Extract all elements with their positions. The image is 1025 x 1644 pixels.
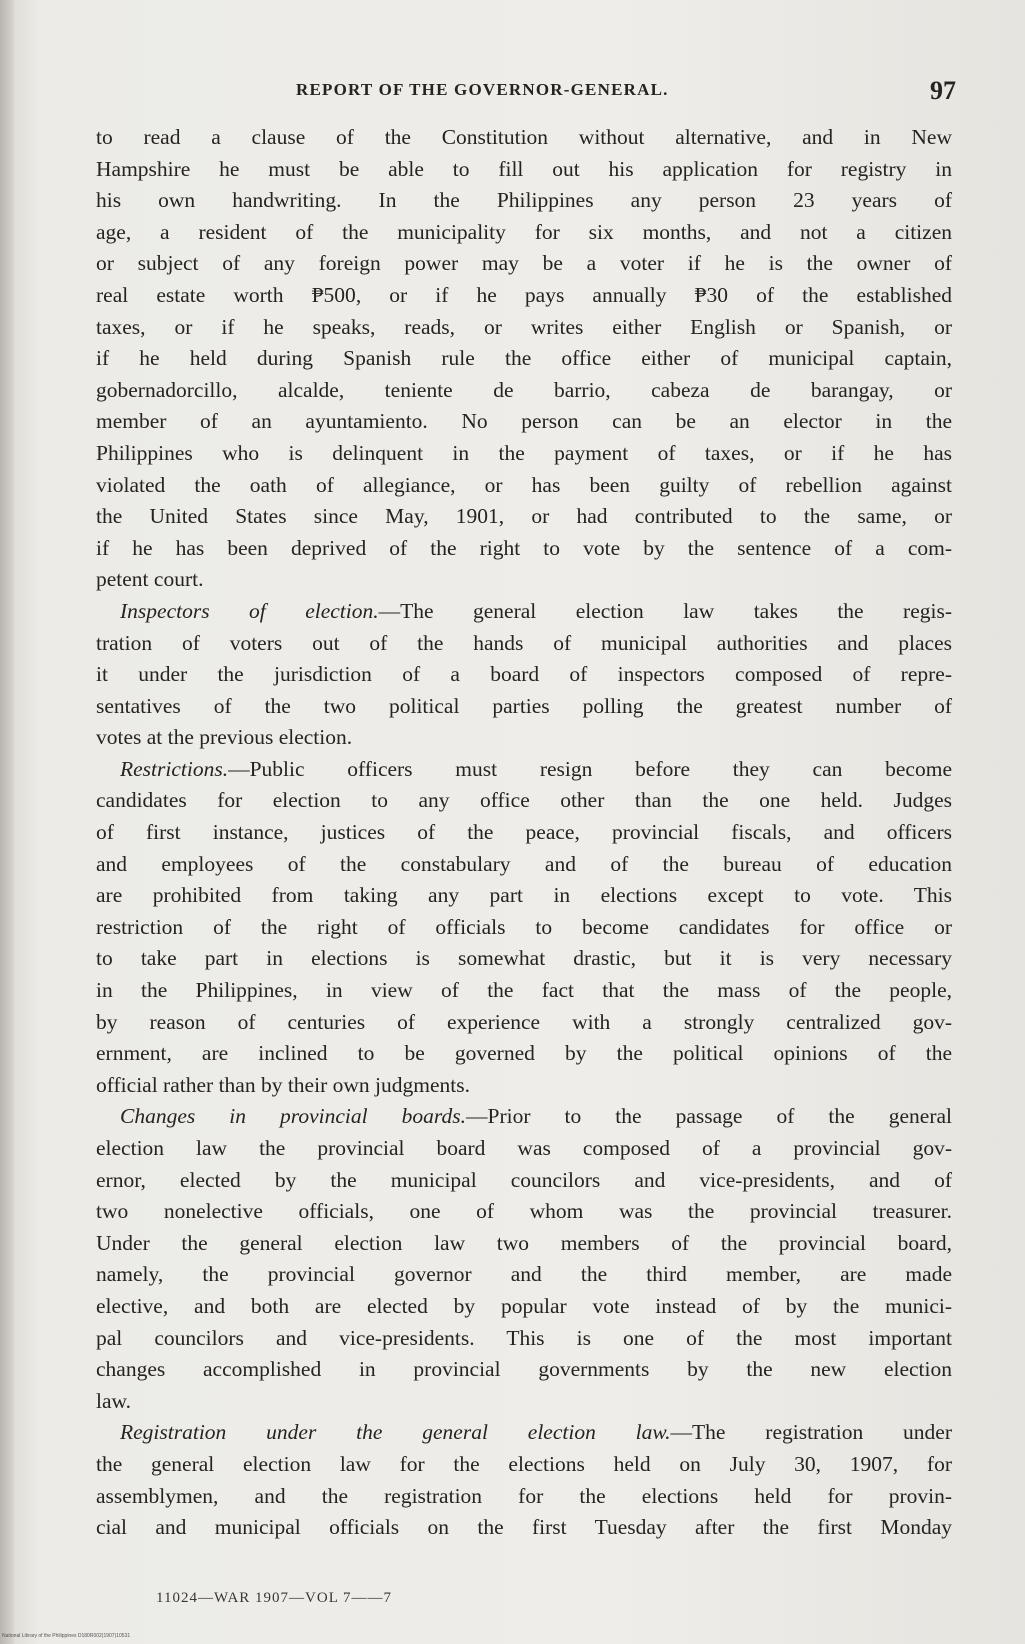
text-line: ernment, are inclined to be governed by the political opinions of the <box>96 1041 952 1066</box>
text-line: Philippines who is delinquent in the payment of taxes, or if he has <box>96 440 952 465</box>
text-line: namely, the provincial governor and the third member, are made <box>96 1262 952 1287</box>
paragraph <box>96 1101 952 1417</box>
heading-run-in-text: —Prior to the passage of the general <box>465 1104 953 1129</box>
text-line: the United States since May, 1901, or had contributed to the same, or <box>96 504 952 529</box>
text-line: Under the general election law two members of the provincial board, <box>96 1230 952 1255</box>
text-line: real estate worth ₱500, or if he pays annually ₱30 of the established <box>96 282 952 307</box>
text-line: age, a resident of the municipality for six months, and not a citizen <box>96 219 952 244</box>
text-line: the general election law for the elections held on July 30, 1907, for <box>96 1451 952 1476</box>
text-line: candidates for election to any office other than the one held. Judges <box>96 788 952 813</box>
text-line: and employees of the constabulary and of the bureau of education <box>96 851 952 876</box>
text-line: assemblymen, and the registration for the elections held for provin- <box>96 1483 952 1508</box>
text-line: to read a clause of the Constitution without alternative, and in New <box>96 125 952 149</box>
text-line: are prohibited from taking any part in elections except to vote. This <box>96 883 952 908</box>
text-line: member of an ayuntamiento. No person can be an elector in the <box>96 409 952 434</box>
side-heading: Changes in provincial boards. <box>120 1104 466 1129</box>
heading-run-in-text: —The registration under <box>670 1420 952 1445</box>
page-number: 97 <box>930 76 956 105</box>
text-line: tration of voters out of the hands of municipal authorities and places <box>96 630 952 655</box>
paragraph <box>96 1417 952 1543</box>
text-line: changes accomplished in provincial governments by the new election <box>96 1357 952 1382</box>
text-line: elective, and both are elected by popular vote instead of by the munici- <box>96 1293 952 1318</box>
text-line: of first instance, justices of the peace, provincial fiscals, and officers <box>96 820 952 845</box>
text-line: Hampshire he must be able to fill out his application for registry in <box>96 156 952 181</box>
heading-run-in-text: —The general election law takes the regis- <box>378 598 952 623</box>
side-heading: Registration under the general election law. <box>120 1420 671 1445</box>
paragraph <box>96 754 952 1102</box>
text-line: his own handwriting. In the Philippines any person 23 years of <box>96 188 952 213</box>
paragraph <box>96 122 952 596</box>
text-line <box>96 1101 952 1133</box>
text-line: to take part in elections is somewhat drastic, but it is very necessary <box>96 946 952 971</box>
text-line: if he has been deprived of the right to vote by the sentence of a com- <box>96 535 952 560</box>
text-line: petent court. <box>96 567 204 592</box>
text-line: or subject of any foreign power may be a voter if he is the owner of <box>96 251 952 276</box>
text-line: it under the jurisdiction of a board of inspectors composed of repre- <box>96 662 952 687</box>
text-line <box>96 754 952 786</box>
paragraph <box>96 596 952 754</box>
page-header <box>96 76 956 116</box>
page-gutter-shadow <box>0 0 14 1644</box>
text-line: violated the oath of allegiance, or has been guilty of rebellion against <box>96 472 952 497</box>
text-line: two nonelective officials, one of whom was the provincial treasurer. <box>96 1199 952 1224</box>
text-line: taxes, or if he speaks, reads, or writes either English or Spanish, or <box>96 314 952 339</box>
text-line <box>96 1417 952 1449</box>
signature-line: 11024—WAR 1907—VOL 7——7 <box>156 1590 393 1606</box>
body-text <box>96 122 952 1544</box>
running-head: REPORT OF THE GOVERNOR-GENERAL. <box>296 80 669 99</box>
text-line: restriction of the right of officials to become candidates for office or <box>96 914 952 939</box>
text-line: in the Philippines, in view of the fact that the mass of the people, <box>96 978 952 1003</box>
text-line: gobernadorcillo, alcalde, teniente de barrio, cabeza de barangay, or <box>96 377 952 402</box>
text-line: by reason of centuries of experience with a strongly centralized gov- <box>96 1009 952 1034</box>
scan-credit: National Library of the Philippines D180R002(1907)10531 <box>2 1633 131 1639</box>
side-heading: Inspectors of election. <box>120 598 379 623</box>
text-line: sentatives of the two political parties polling the greatest number of <box>96 693 952 718</box>
text-line: official rather than by their own judgments. <box>96 1072 470 1097</box>
side-heading: Restrictions. <box>120 756 229 781</box>
text-line: election law the provincial board was composed of a provincial gov- <box>96 1136 952 1160</box>
text-line: law. <box>96 1388 132 1413</box>
text-line: if he held during Spanish rule the office either of municipal captain, <box>96 346 952 371</box>
text-line <box>96 596 952 628</box>
text-line: pal councilors and vice-presidents. This is one of the most important <box>96 1325 952 1350</box>
heading-run-in-text: —Public officers must resign before they can become <box>228 756 952 781</box>
text-line: cial and municipal officials on the first Tuesday after the first Monday <box>96 1515 952 1540</box>
text-line: ernor, elected by the municipal councilors and vice-presidents, and of <box>96 1167 952 1192</box>
text-line: votes at the previous election. <box>96 725 353 750</box>
